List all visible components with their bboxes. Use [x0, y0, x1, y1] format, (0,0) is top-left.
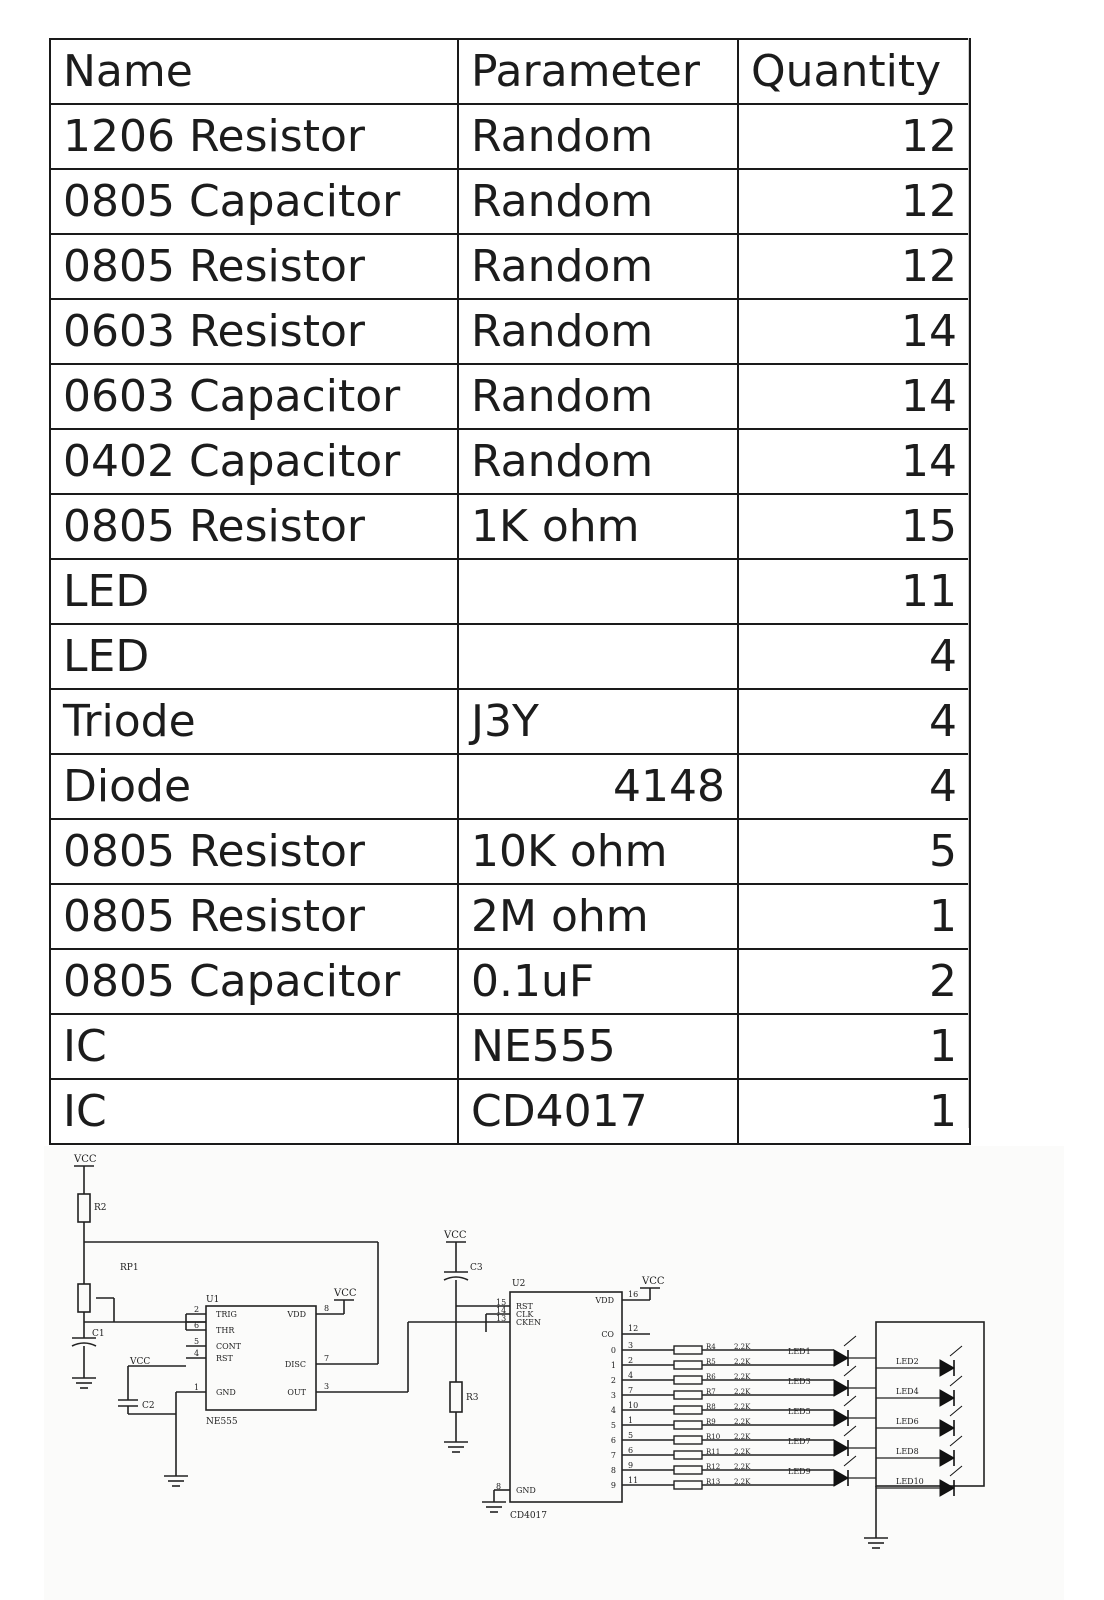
output-index: 2 [610, 1376, 616, 1385]
c2-label: C2 [142, 1401, 155, 1411]
vcc-label: VCC [444, 1230, 467, 1241]
pin-name: VDD [287, 1310, 306, 1319]
cell-parameter: Random [458, 299, 738, 364]
cell-name: 0805 Resistor [50, 884, 458, 949]
led-label: LED8 [896, 1447, 919, 1456]
output-index: 3 [610, 1391, 616, 1400]
cell-quantity: 1 [738, 884, 970, 949]
cell-parameter: Random [458, 169, 738, 234]
cd4017-part-label: CD4017 [510, 1511, 548, 1521]
led-icon [940, 1360, 954, 1376]
schematic-panel [44, 1146, 1064, 1600]
led-icon [940, 1420, 954, 1436]
ne555-part-label: NE555 [206, 1417, 238, 1427]
cell-parameter: 10K ohm [458, 819, 738, 884]
led-arrow [950, 1466, 962, 1476]
pin-number: 2 [628, 1356, 634, 1365]
cell-name: 0805 Capacitor [50, 169, 458, 234]
output-index: 4 [610, 1406, 616, 1415]
output-index: 6 [610, 1436, 616, 1445]
pin-number: 1 [194, 1383, 200, 1392]
cell-name: Triode [50, 689, 458, 754]
resistor-value: 2.2K [734, 1388, 751, 1396]
u1-label: U1 [206, 1295, 220, 1305]
output-index: 8 [610, 1466, 616, 1475]
resistor-body [674, 1451, 702, 1459]
cell-quantity: 12 [738, 169, 970, 234]
led-icon [834, 1380, 848, 1396]
pin-name: CLK [516, 1310, 534, 1319]
header-row [50, 39, 970, 104]
led-arrow [844, 1426, 856, 1436]
table-row [50, 689, 970, 754]
cell-name: LED [50, 624, 458, 689]
cell-quantity: 14 [738, 299, 970, 364]
cell-quantity: 12 [738, 104, 970, 169]
u2-label: U2 [512, 1279, 526, 1289]
cell-name: 0603 Resistor [50, 299, 458, 364]
pin-number: 7 [628, 1386, 634, 1395]
output-index: 5 [610, 1421, 616, 1430]
led-label: LED6 [896, 1417, 919, 1426]
table-row [50, 494, 970, 559]
pin-name: DISC [284, 1360, 306, 1369]
r3-label: R3 [466, 1393, 479, 1403]
cell-parameter: NE555 [458, 1014, 738, 1079]
pin-number: 9 [628, 1461, 634, 1470]
led-label: LED2 [896, 1357, 919, 1366]
header-quantity: Quantity [738, 39, 970, 104]
table-row [50, 104, 970, 169]
cell-parameter: Random [458, 234, 738, 299]
cell-parameter: 0.1uF [458, 949, 738, 1014]
table-row [50, 169, 970, 234]
resistor-body [674, 1406, 702, 1414]
pin-number: 4 [628, 1371, 634, 1380]
pin-number: 6 [628, 1446, 634, 1455]
cell-quantity: 4 [738, 624, 970, 689]
pin-number: 2 [194, 1305, 200, 1314]
led-icon [834, 1350, 848, 1366]
pin-name: CO [601, 1330, 614, 1339]
pin-number: 3 [324, 1382, 330, 1391]
bom-table-body [50, 39, 970, 1144]
output-index: 1 [610, 1361, 616, 1370]
cell-quantity: 11 [738, 559, 970, 624]
led-icon [834, 1410, 848, 1426]
led-arrow [950, 1346, 962, 1356]
resistor-value: 2.2K [734, 1373, 751, 1381]
pin-number: 11 [628, 1476, 639, 1485]
pin-name: THR [216, 1326, 235, 1335]
table-row [50, 299, 970, 364]
led-arrow [844, 1456, 856, 1466]
cell-parameter [458, 624, 738, 689]
pin-number: 5 [628, 1431, 634, 1440]
pin-number: 1 [628, 1416, 634, 1425]
pin-name: TRIG [216, 1310, 237, 1319]
pin-number: 5 [194, 1337, 200, 1346]
led-label: LED1 [788, 1347, 811, 1356]
led-icon [940, 1390, 954, 1406]
resistor-body [674, 1436, 702, 1444]
pin-name: RST [516, 1302, 533, 1311]
pin-number: 14 [496, 1306, 507, 1315]
resistor-value: 2.2K [734, 1343, 751, 1351]
table-row [50, 234, 970, 299]
pin-number: 10 [628, 1401, 639, 1410]
led-icon [834, 1440, 848, 1456]
cell-name: Diode [50, 754, 458, 819]
bom-table [49, 38, 971, 1145]
table-row [50, 819, 970, 884]
cell-parameter: CD4017 [458, 1079, 738, 1144]
pin-name: VDD [595, 1296, 614, 1305]
led-arrow [844, 1336, 856, 1346]
cell-parameter: Random [458, 364, 738, 429]
cell-name: 0805 Resistor [50, 819, 458, 884]
rp1-label: RP1 [120, 1263, 139, 1273]
table-row [50, 624, 970, 689]
table-row [50, 884, 970, 949]
led-icon [940, 1450, 954, 1466]
resistor-body [674, 1376, 702, 1384]
cell-parameter: J3Y [458, 689, 738, 754]
table-row [50, 364, 970, 429]
led-label: LED4 [896, 1387, 919, 1396]
c3-label: C3 [470, 1263, 483, 1273]
resistor-body [674, 1361, 702, 1369]
pin-number: 16 [628, 1290, 639, 1299]
cell-parameter [458, 559, 738, 624]
led-icon [834, 1470, 848, 1486]
cell-quantity: 1 [738, 1079, 970, 1144]
pin-number: 15 [496, 1298, 507, 1307]
resistor-body [674, 1481, 702, 1489]
vcc-label: VCC [334, 1288, 357, 1299]
led-label: LED9 [788, 1467, 811, 1476]
cell-name: IC [50, 1079, 458, 1144]
resistor-value: 2.2K [734, 1463, 751, 1471]
resistor-ref: R13 [706, 1478, 721, 1486]
cell-name: 0603 Capacitor [50, 364, 458, 429]
led-label: LED3 [788, 1377, 811, 1386]
vcc-label: VCC [642, 1276, 665, 1287]
pin-name: GND [516, 1486, 536, 1495]
cell-name: 1206 Resistor [50, 104, 458, 169]
resistor-value: 2.2K [734, 1433, 751, 1441]
cell-quantity: 12 [738, 234, 970, 299]
vcc-label: VCC [130, 1357, 151, 1367]
cell-parameter: 4148 [458, 754, 738, 819]
cell-quantity: 2 [738, 949, 970, 1014]
resistor-ref: R11 [706, 1448, 721, 1456]
pin-name: CONT [216, 1342, 242, 1351]
led-arrow [844, 1396, 856, 1406]
led-icon [940, 1480, 954, 1496]
resistor-value: 2.2K [734, 1358, 751, 1366]
cell-quantity: 15 [738, 494, 970, 559]
cell-quantity: 14 [738, 429, 970, 494]
pin-number: 3 [628, 1341, 634, 1350]
r2-label: R2 [94, 1203, 107, 1213]
table-row [50, 559, 970, 624]
pin-number: 13 [496, 1314, 507, 1323]
pin-number: 8 [324, 1304, 330, 1313]
resistor-value: 2.2K [734, 1403, 751, 1411]
output-index: 9 [610, 1481, 616, 1490]
vcc-label: VCC [74, 1154, 97, 1165]
led-label: LED7 [788, 1437, 811, 1446]
pin-number: 4 [194, 1349, 200, 1358]
cell-name: LED [50, 559, 458, 624]
header-parameter: Parameter [458, 39, 738, 104]
pin-number: 7 [324, 1354, 330, 1363]
pin-number: 12 [628, 1324, 639, 1333]
resistor-value: 2.2K [734, 1478, 751, 1486]
resistor-ref: R10 [706, 1433, 721, 1441]
resistor-ref: R12 [706, 1463, 721, 1471]
cell-quantity: 4 [738, 689, 970, 754]
resistor-ref: R8 [706, 1403, 716, 1411]
cell-parameter: 2M ohm [458, 884, 738, 949]
resistor-ref: R9 [706, 1418, 716, 1426]
table-row [50, 1014, 970, 1079]
schematic-labels [73, 1154, 924, 1521]
resistor-body [674, 1466, 702, 1474]
table-row [50, 949, 970, 1014]
output-index: 7 [610, 1451, 616, 1460]
resistor-value: 2.2K [734, 1448, 751, 1456]
cell-parameter: 1K ohm [458, 494, 738, 559]
cell-quantity: 4 [738, 754, 970, 819]
table-row [50, 1079, 970, 1144]
led-arrow [950, 1376, 962, 1386]
resistor-body [674, 1421, 702, 1429]
led-arrow [844, 1366, 856, 1376]
table-row [50, 754, 970, 819]
cell-name: IC [50, 1014, 458, 1079]
pin-name: GND [216, 1388, 236, 1397]
table-row [50, 429, 970, 494]
cell-name: 0805 Capacitor [50, 949, 458, 1014]
resistor-body [674, 1391, 702, 1399]
sheet-gridline [968, 38, 981, 1128]
cell-name: 0805 Resistor [50, 234, 458, 299]
output-index: 0 [610, 1346, 616, 1355]
resistor-ref: R4 [706, 1343, 716, 1351]
resistor-ref: R6 [706, 1373, 716, 1381]
pin-number: 8 [496, 1482, 502, 1491]
header-name: Name [50, 39, 458, 104]
pin-name: OUT [287, 1388, 306, 1397]
circuit-schematic [44, 1146, 1064, 1600]
cell-quantity: 14 [738, 364, 970, 429]
cell-quantity: 5 [738, 819, 970, 884]
resistor-ref: R7 [706, 1388, 716, 1396]
resistor-ref: R5 [706, 1358, 716, 1366]
pin-name: CKEN [516, 1318, 541, 1327]
cell-name: 0805 Resistor [50, 494, 458, 559]
resistor-body [674, 1346, 702, 1354]
resistor-value: 2.2K [734, 1418, 751, 1426]
cell-name: 0402 Capacitor [50, 429, 458, 494]
cell-parameter: Random [458, 104, 738, 169]
cell-parameter: Random [458, 429, 738, 494]
cell-quantity: 1 [738, 1014, 970, 1079]
led-arrow [950, 1406, 962, 1416]
pin-name: RST [216, 1354, 233, 1363]
led-label: LED10 [896, 1477, 924, 1486]
led-arrow [950, 1436, 962, 1446]
pin-number: 6 [194, 1321, 200, 1330]
led-label: LED5 [788, 1407, 811, 1416]
c1-label: C1 [92, 1329, 105, 1339]
